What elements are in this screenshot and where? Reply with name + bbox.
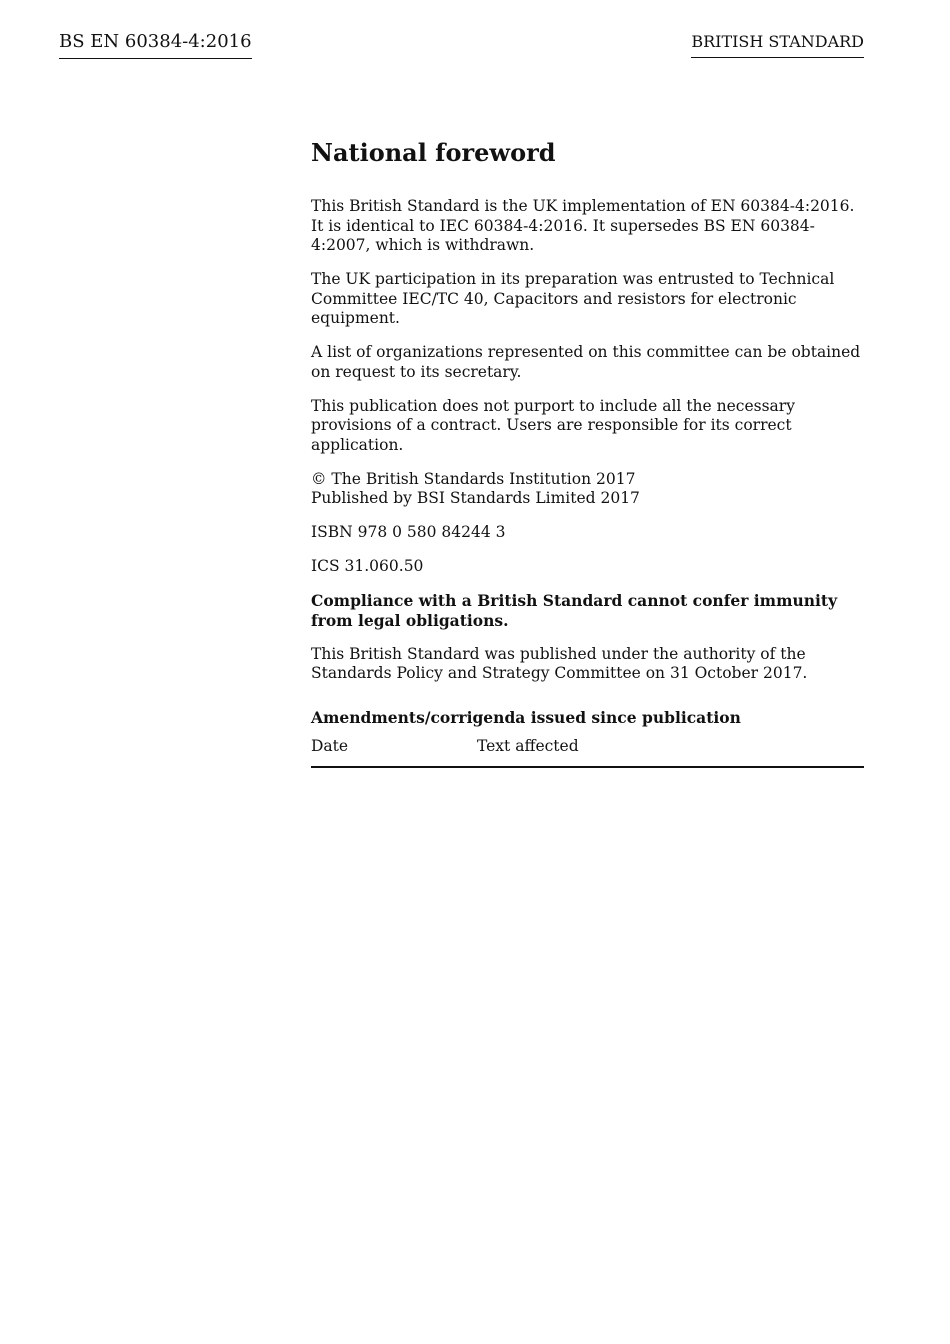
header-series-label: BRITISH STANDARD	[691, 31, 864, 58]
header-standard-number: BS EN 60384-4:2016	[59, 30, 252, 59]
ics-line: ICS 31.060.50	[311, 557, 424, 575]
foreword-paragraph-organizations: A list of organizations represented on this committee can be obtained on request to its secretary.	[311, 343, 861, 381]
foreword-paragraph-committee: The UK participation in its preparation was entrusted to Technical Committee IEC/TC 40, Capacitors and resistors for electronic equipment.	[311, 270, 835, 327]
published-line: Published by BSI Standards Limited 2017	[311, 489, 640, 507]
isbn-line: ISBN 978 0 580 84244 3	[311, 523, 506, 541]
amendments-column-text-affected: Text affected	[477, 736, 579, 755]
copyright-block	[311, 470, 864, 509]
amendments-heading: Amendments/corrigenda issued since publication	[311, 707, 741, 727]
copyright-line: © The British Standards Institution 2017	[311, 469, 636, 488]
page-title: National foreword	[311, 138, 556, 167]
foreword-paragraph-provisions: This publication does not purport to include all the necessary provisions of a contract. Users are responsible for its correct application.	[311, 396, 795, 454]
amendments-table-header	[311, 736, 864, 768]
foreword-paragraph-implementation: This British Standard is the UK implementation of EN 60384-4:2016. It is identical to IEC 60384-4:2016. It supersedes BS EN 60384-4:2007, which is withdrawn.	[311, 197, 855, 254]
foreword-section	[311, 137, 864, 768]
amendments-column-date: Date	[311, 736, 349, 755]
compliance-notice: Compliance with a British Standard cannot confer immunity from legal obligations.	[311, 591, 838, 630]
authority-statement: This British Standard was published under the authority of the Standards Policy and Strategy Committee on 31 October 2017.	[311, 644, 808, 682]
